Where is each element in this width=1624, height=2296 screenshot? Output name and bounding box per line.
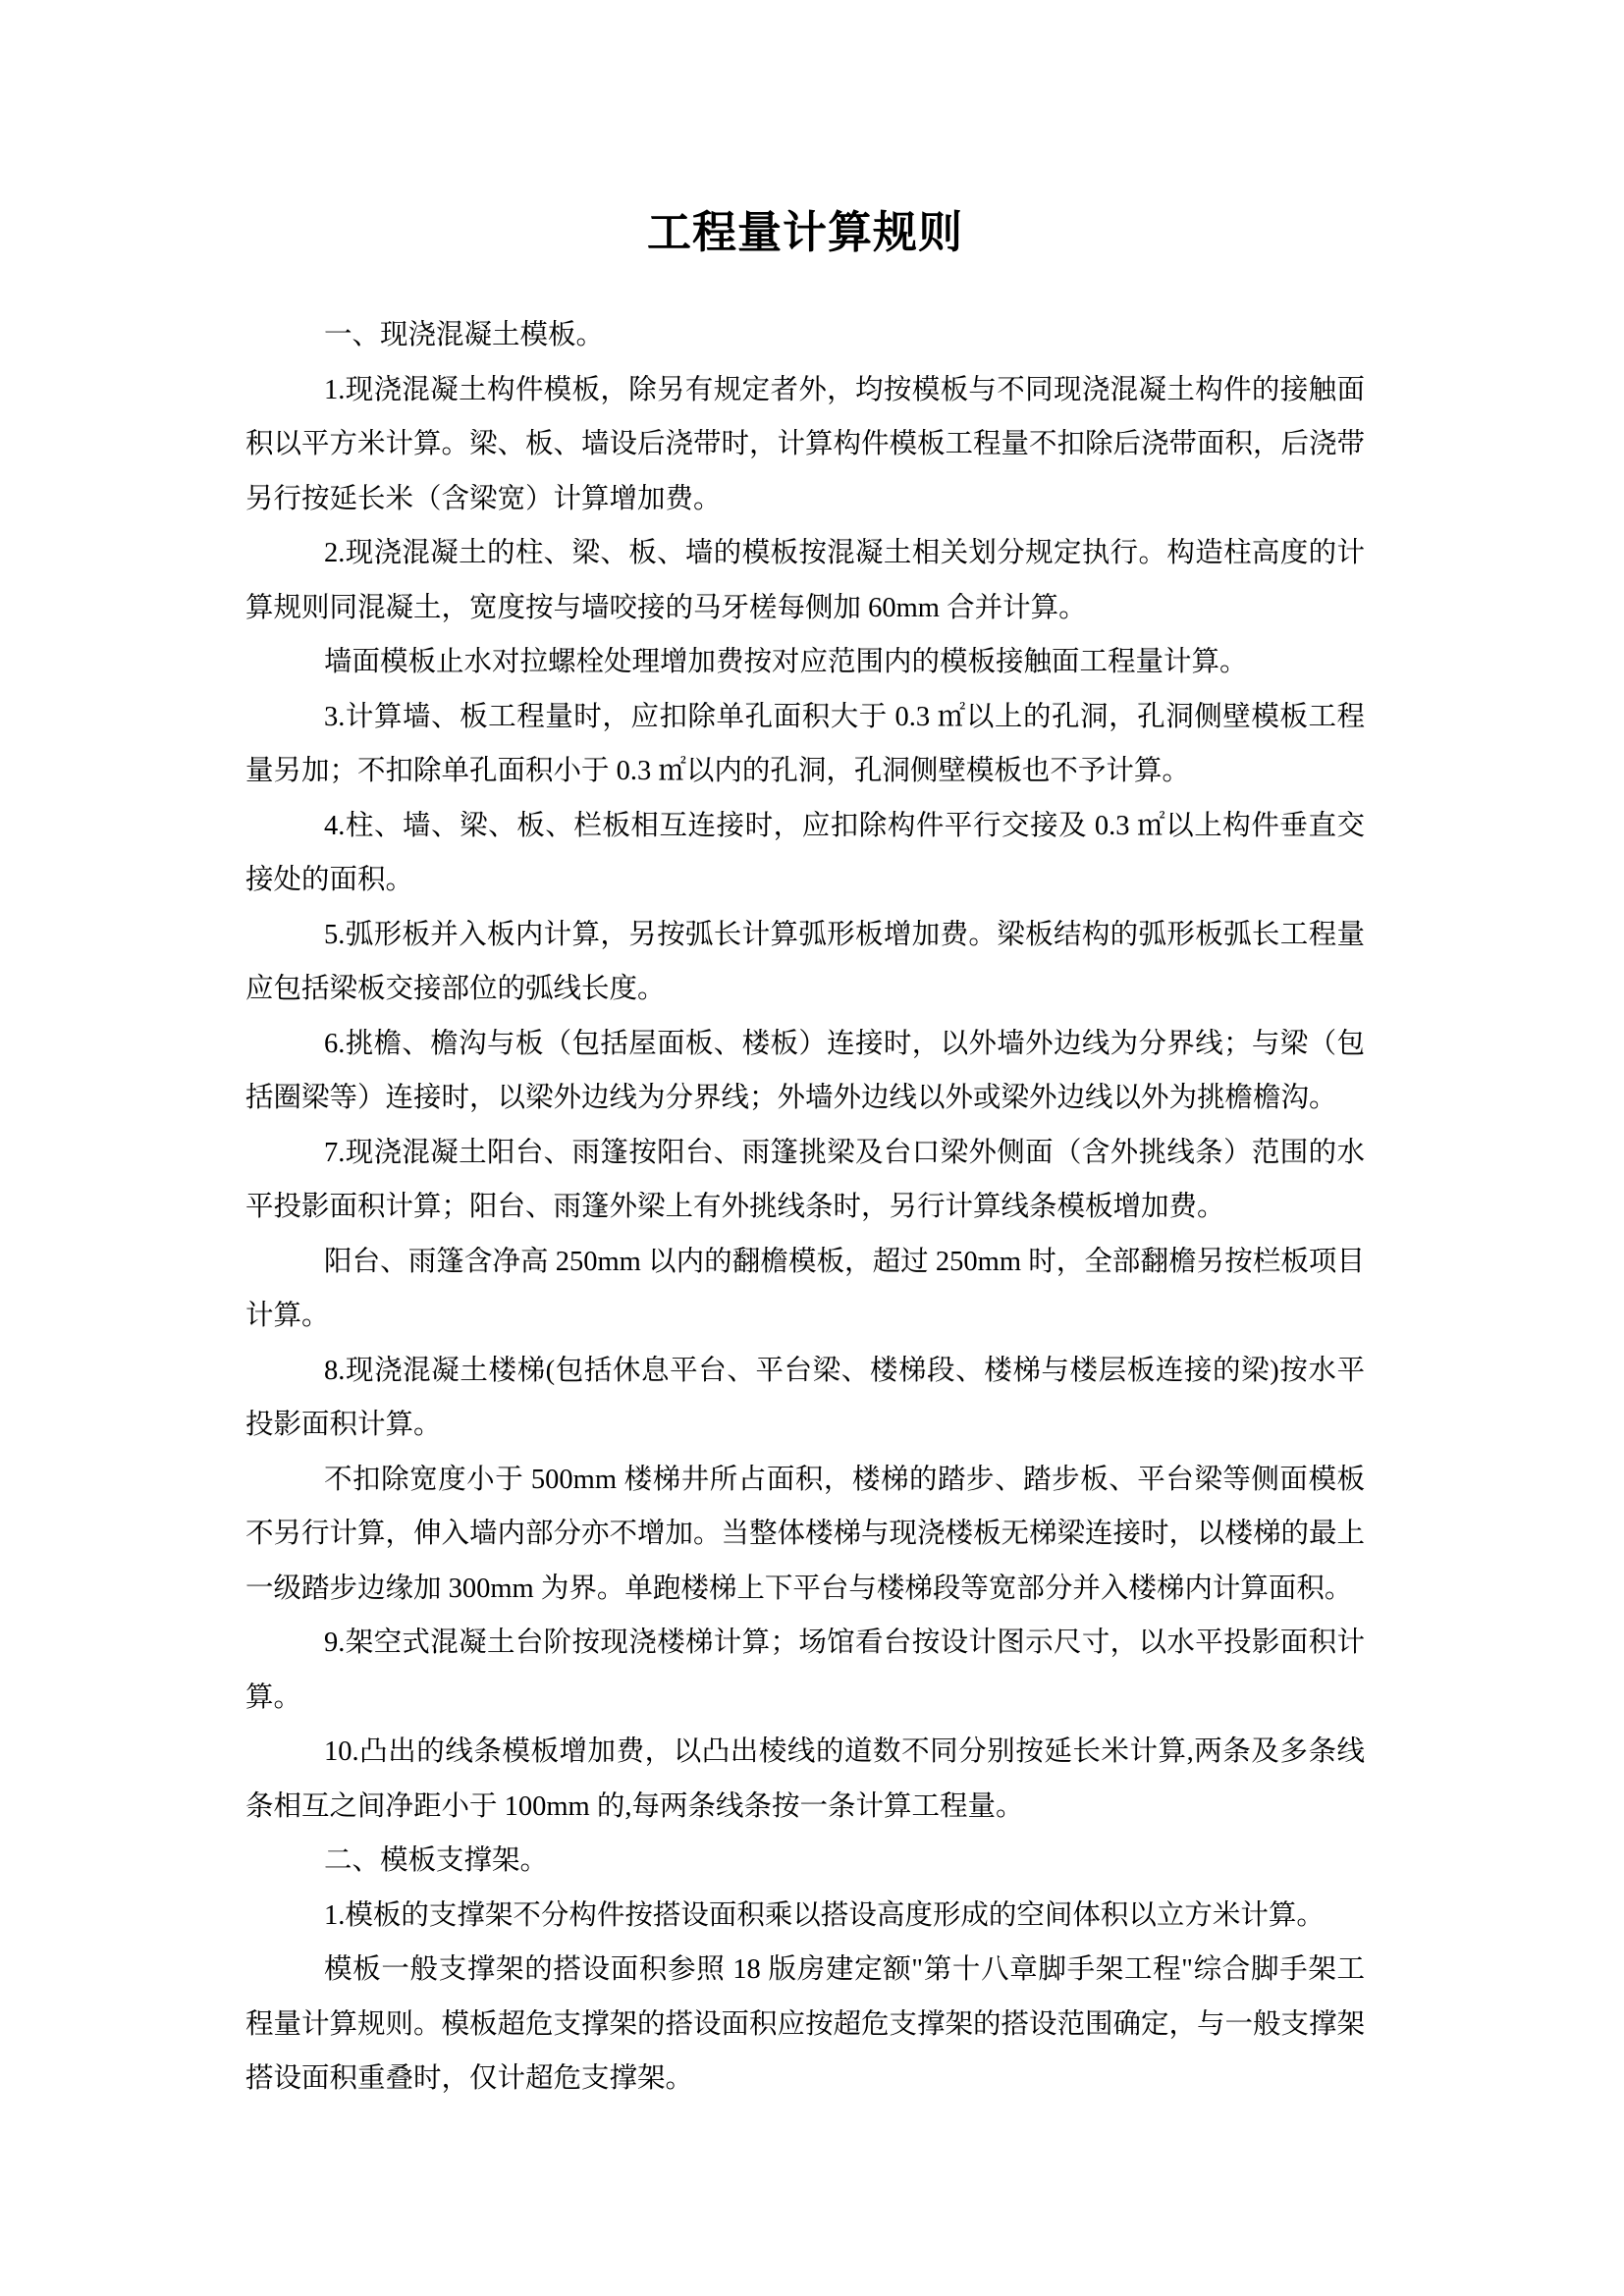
paragraph: 9.架空式混凝土台阶按现浇楼梯计算；场馆看台按设计图示尺寸，以水平投影面积计算。 <box>245 1628 1365 1713</box>
paragraph: 阳台、雨篷含净高 250mm 以内的翻檐模板，超过 250mm 时，全部翻檐另按栏板项目计算。 <box>245 1246 1365 1331</box>
paragraph: 墙面模板止水对拉螺栓处理增加费按对应范围内的模板接触面工程量计算。 <box>324 647 1248 677</box>
paragraph: 3.计算墙、板工程量时，应扣除单孔面积大于 0.3 ㎡以上的孔洞，孔洞侧壁模板工程量另加；不扣除单孔面积小于 0.3 ㎡以内的孔洞，孔洞侧壁模板也不予计算。 <box>245 701 1365 786</box>
paragraph: 一、现浇混凝土模板。 <box>324 320 605 350</box>
paragraph: 1.现浇混凝土构件模板，除另有规定者外，均按模板与不同现浇混凝土构件的接触面积以平方米计算。梁、板、墙设后浇带时，计算构件模板工程量不扣除后浇带面积，后浇带另行按延长米（含梁宽）计算增加费。 <box>245 374 1366 514</box>
document-title: 工程量计算规则 <box>646 208 963 257</box>
paragraph: 10.凸出的线条模板增加费，以凸出棱线的道数不同分别按延长米计算,两条及多条线条相互之间净距小于 100mm 的,每两条线条按一条计算工程量。 <box>245 1736 1365 1822</box>
document-body <box>245 308 1365 2107</box>
paragraph: 1.模板的支撑架不分构件按搭设面积乘以搭设高度形成的空间体积以立方米计算。 <box>324 1899 1325 1931</box>
paragraph: 2.现浇混凝土的柱、梁、板、墙的模板按混凝土相关划分规定执行。构造柱高度的计算规则同混凝土，宽度按与墙咬接的马牙槎每侧加 60mm 合并计算。 <box>245 538 1365 623</box>
paragraph: 模板一般支撑架的搭设面积参照 18 版房建定额"第十八章脚手架工程"综合脚手架工程量计算规则。模板超危支撑架的搭设面积应按超危支撑架的搭设范围确定，与一般支撑架搭设面积重叠时，仅计超危支撑架。 <box>245 1954 1366 2094</box>
paragraph: 7.现浇混凝土阳台、雨篷按阳台、雨篷挑梁及台口梁外侧面（含外挑线条）范围的水平投影面积计算；阳台、雨篷外梁上有外挑线条时，另行计算线条模板增加费。 <box>245 1137 1365 1222</box>
paragraph: 不扣除宽度小于 500mm 楼梯井所占面积，楼梯的踏步、踏步板、平台梁等侧面模板不另行计算，伸入墙内部分亦不增加。当整体楼梯与现浇楼板无梯梁连接时，以楼梯的最上一级踏步边缘加 300mm 为界。单跑楼梯上下平台与楼梯段等宽部分并入楼梯内计算面积。 <box>245 1464 1366 1604</box>
paragraph: 6.挑檐、檐沟与板（包括屋面板、楼板）连接时，以外墙外边线为分界线；与梁（包括圈梁等）连接时，以梁外边线为分界线；外墙外边线以外或梁外边线以外为挑檐檐沟。 <box>245 1028 1365 1113</box>
paragraph: 4.柱、墙、梁、板、栏板相互连接时，应扣除构件平行交接及 0.3 ㎡以上构件垂直交接处的面积。 <box>245 810 1365 895</box>
paragraph: 二、模板支撑架。 <box>324 1845 549 1876</box>
paragraph: 8.现浇混凝土楼梯(包括休息平台、平台梁、楼梯段、楼梯与楼层板连接的梁)按水平投影面积计算。 <box>245 1355 1365 1440</box>
paragraph: 5.弧形板并入板内计算，另按弧长计算弧形板增加费。梁板结构的弧形板弧长工程量应包括梁板交接部位的弧线长度。 <box>245 919 1365 1004</box>
